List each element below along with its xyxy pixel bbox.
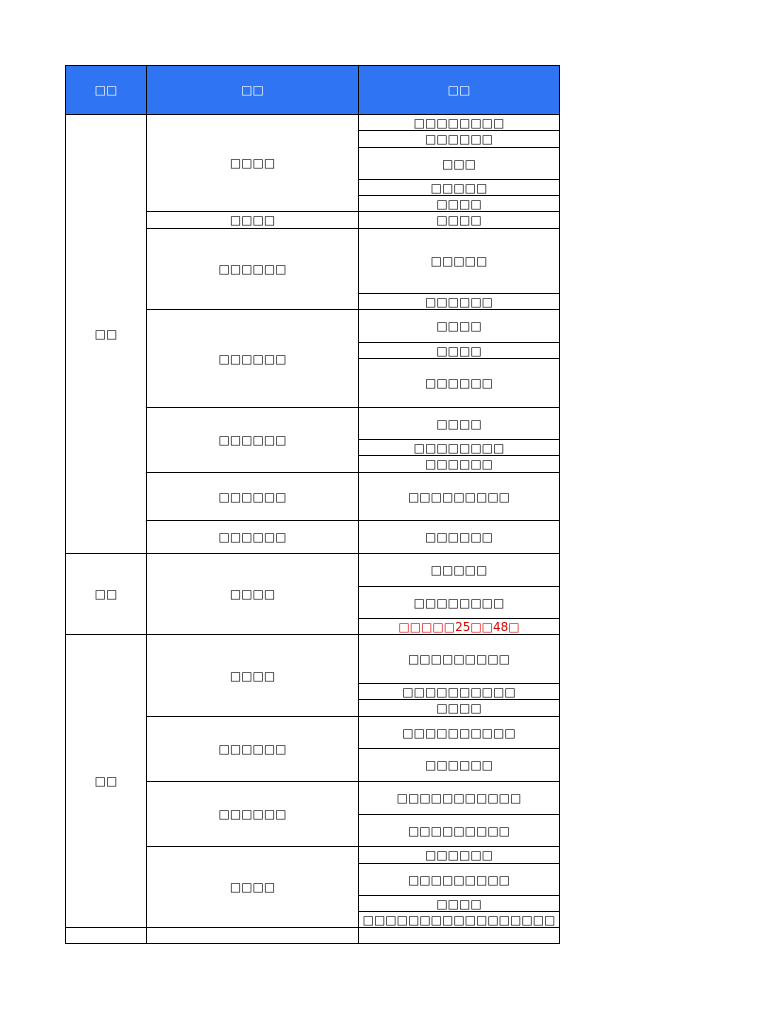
table-body <box>66 115 560 944</box>
subcategory-cell[interactable]: □□□□□□ <box>147 521 359 554</box>
item-cell[interactable]: □□□□□□□□□ <box>359 864 560 896</box>
item-cell[interactable]: □□□□ <box>359 700 560 717</box>
item-cell[interactable]: □□□□□ <box>359 229 560 294</box>
header-cell-subcategory[interactable]: □□ <box>147 66 359 115</box>
item-cell[interactable]: □□□□□□ <box>359 359 560 408</box>
category-cell[interactable]: □□ <box>66 635 147 928</box>
subcategory-cell[interactable]: □□□□ <box>147 635 359 717</box>
subcategory-cell[interactable]: □□□□ <box>147 115 359 212</box>
header-cell-category[interactable]: □□ <box>66 66 147 115</box>
subcategory-cell[interactable]: □□□□ <box>147 554 359 635</box>
item-cell[interactable]: □□□□□□□□ <box>359 115 560 131</box>
item-cell[interactable]: □□□□ <box>359 310 560 343</box>
item-cell[interactable]: □□□□□25□□48□ <box>359 619 560 635</box>
subcategory-cell[interactable]: □□□□□□ <box>147 782 359 847</box>
item-cell[interactable]: □□□□□□□□□□□ <box>359 782 560 815</box>
category-cell[interactable]: □□ <box>66 115 147 554</box>
table-row <box>66 115 560 131</box>
subcategory-cell[interactable]: □□□□□□ <box>147 229 359 310</box>
item-cell[interactable]: □□□□ <box>359 896 560 912</box>
subcategory-cell[interactable]: □□□□□□ <box>147 310 359 408</box>
item-cell[interactable]: □□□□ <box>359 196 560 212</box>
subcategory-cell[interactable]: □□□□ <box>147 847 359 928</box>
item-cell[interactable]: □□□□□□ <box>359 521 560 554</box>
item-cell[interactable]: □□□□ <box>359 408 560 440</box>
table-row-partial <box>66 928 560 944</box>
category-cell[interactable]: □□ <box>66 554 147 635</box>
empty-cell[interactable] <box>147 928 359 944</box>
subcategory-cell[interactable]: □□□□□□ <box>147 717 359 782</box>
subcategory-cell[interactable]: □□□□ <box>147 212 359 229</box>
table-row <box>66 554 560 587</box>
item-cell[interactable]: □□□□□□□□ <box>359 440 560 456</box>
item-cell[interactable]: □□□□ <box>359 212 560 229</box>
empty-cell[interactable] <box>359 928 560 944</box>
subcategory-cell[interactable]: □□□□□□ <box>147 473 359 521</box>
table-row <box>66 635 560 684</box>
header-cell-item[interactable]: □□ <box>359 66 560 115</box>
item-cell[interactable]: □□□ <box>359 148 560 180</box>
item-cell[interactable]: □□□□□□ <box>359 847 560 864</box>
header-row <box>66 66 560 115</box>
item-cell[interactable]: □□□□ <box>359 343 560 359</box>
item-cell[interactable]: □□□□□□□□ <box>359 587 560 619</box>
item-cell[interactable]: □□□□□□□□□ <box>359 815 560 847</box>
item-cell[interactable]: □□□□□ <box>359 554 560 587</box>
item-cell[interactable]: □□□□□□□□□□□□□□□□□ <box>359 912 560 928</box>
item-cell[interactable]: □□□□□ <box>359 180 560 196</box>
item-cell[interactable]: □□□□□□□□□ <box>359 635 560 684</box>
subcategory-cell[interactable]: □□□□□□ <box>147 408 359 473</box>
item-cell[interactable]: □□□□□□ <box>359 749 560 782</box>
category-table <box>65 65 560 944</box>
item-cell[interactable]: □□□□□□□□□□ <box>359 684 560 700</box>
item-cell[interactable]: □□□□□□□□□ <box>359 473 560 521</box>
empty-cell[interactable] <box>66 928 147 944</box>
item-cell[interactable]: □□□□□□□□□□ <box>359 717 560 749</box>
item-cell[interactable]: □□□□□□ <box>359 294 560 310</box>
item-cell[interactable]: □□□□□□ <box>359 131 560 148</box>
item-cell[interactable]: □□□□□□ <box>359 456 560 473</box>
